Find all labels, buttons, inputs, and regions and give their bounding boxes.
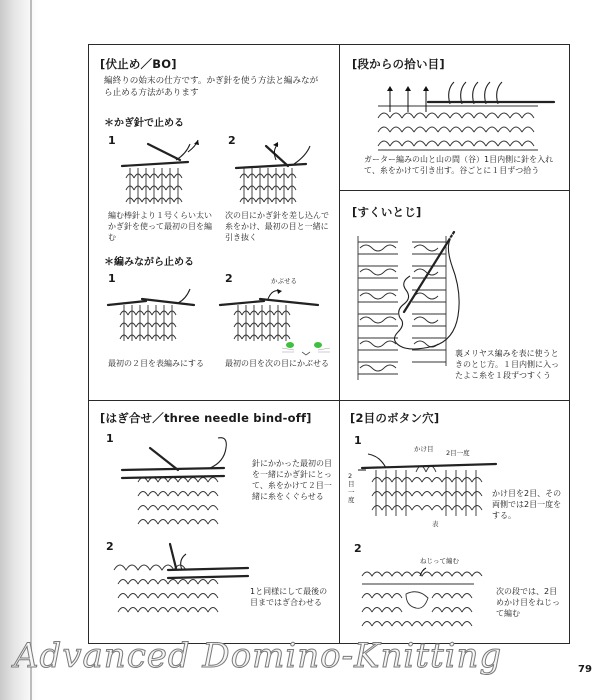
bind-off-title: [伏止め／BO] [100, 57, 177, 71]
pick-up-title: [段からの拾い目] [352, 57, 445, 71]
crochet-bind-off-title: ＊かぎ針で止める [104, 118, 184, 129]
crochet-step1-caption: 編む棒針より１号くらい太いかぎ針を使って最初の目を編む [108, 211, 212, 242]
page-number: 79 [578, 664, 592, 675]
buttonhole-title: [2目のボタン穴] [350, 411, 440, 425]
row-divider-left [88, 400, 339, 401]
buttonhole-step1-caption: かけ目を2目、その両側では2目一度をする。 [492, 489, 562, 520]
yarn-over-label: かけ目 [414, 445, 434, 453]
three-needle-step1-illustration [120, 442, 250, 532]
three-needle-step2-caption: 1と同様にして最後の目まではぎ合わせる [250, 587, 328, 607]
mattress-stitch-title: [すくいとじ] [352, 205, 422, 219]
cover-over-label: かぶせる [271, 277, 297, 285]
buttonhole-step1-illustration [356, 446, 506, 526]
k2tog-label-vertical: 2目一度 [348, 472, 355, 504]
crochet-step2-number: 2 [228, 134, 236, 147]
three-needle-step1-number: 1 [106, 432, 114, 445]
knitting-step2-caption: 最初の目を次の目にかぶせる [225, 359, 329, 368]
watermark: Advanced Domino-Knitting [14, 636, 503, 676]
buttonhole-step2-number: 2 [354, 542, 362, 555]
three-needle-title: [はぎ合せ／three needle bind-off] [100, 411, 312, 425]
book-gutter-line [30, 0, 32, 700]
pick-up-caption: ガーター編みの山と山の間（谷）1目内側に針を入れて、糸をかけて引き出す。谷ごとに１目ずつ拾う [364, 155, 554, 175]
knitting-step2-number: 2 [225, 272, 233, 285]
bind-off-intro: 編終りの始末の仕方です。かぎ針を使う方法と編みながら止める方法があります [104, 76, 319, 98]
column-divider [339, 44, 340, 644]
k2tog-label-top: 2目一度 [446, 449, 470, 457]
book-gutter-shadow [0, 0, 38, 700]
knitting-step1-number: 1 [108, 272, 116, 285]
row-divider-right-top [339, 190, 570, 191]
three-needle-step1-caption: 針にかかった最初の目を一緒にかぎ針にとって、糸をかけて２目一緒に糸をくぐらせる [252, 459, 332, 501]
knitting-step1-illustration [104, 285, 204, 345]
crochet-step2-illustration [232, 140, 327, 210]
buttonhole-step2-caption: 次の段では、2目めかけ目をねじって編む [496, 587, 560, 618]
twist-label: ねじって編む [420, 557, 459, 565]
mattress-stitch-caption: 裏メリヤス編みを表に使うときのとじ方。１目内側に入ったよこ糸を１段ずつすくう [455, 349, 559, 380]
crochet-step2-caption: 次の目にかぎ針を差し込んで糸をかけ、最初の目と一緒に引き抜く [225, 211, 329, 242]
buttonhole-step1-number: 1 [354, 434, 362, 447]
knitting-bind-off-title: ＊編みながら止める [104, 257, 194, 268]
three-needle-step2-illustration [108, 540, 258, 620]
crochet-step1-illustration [118, 140, 208, 210]
knit-side-label: 表 [432, 520, 439, 528]
pick-up-illustration [368, 76, 568, 156]
crochet-step1-number: 1 [108, 134, 116, 147]
three-needle-step2-number: 2 [106, 540, 114, 553]
knitting-step1-caption: 最初の２目を表編みにする [108, 359, 204, 368]
buttonhole-step2-illustration [356, 566, 486, 636]
row-divider-right-bottom [339, 400, 570, 401]
